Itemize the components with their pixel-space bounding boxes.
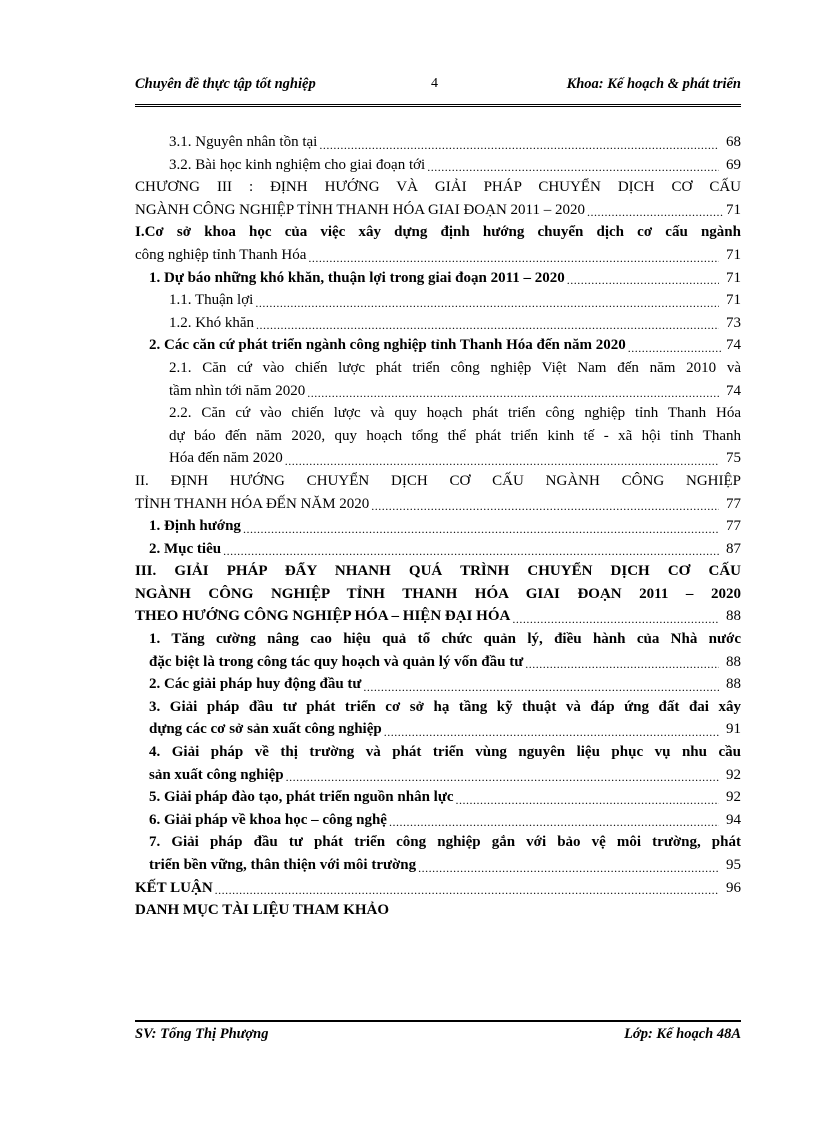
toc-entry[interactable] <box>135 809 741 832</box>
toc-entry-title: 5. Giải pháp đào tạo, phát triển nguồn nhân lực <box>149 789 454 806</box>
toc-entry-title: Hóa đến năm 2020 <box>169 450 283 467</box>
toc-entry[interactable] <box>135 176 741 221</box>
footer-rule <box>135 1020 741 1022</box>
toc-leader <box>363 678 719 696</box>
toc-entry-title-line: I.Cơ sở khoa học của việc xây dựng định hướng chuyển dịch cơ cấu ngành <box>135 224 741 241</box>
header-rule <box>135 104 741 107</box>
footer-class: Lớp: Kế hoạch 48A <box>624 1026 741 1042</box>
page-header <box>135 76 741 98</box>
toc-leader <box>286 768 719 786</box>
toc-entry-title: đặc biệt là trong công tác quy hoạch và quản lý vốn đầu tư <box>149 653 524 670</box>
toc-leader <box>223 542 719 560</box>
toc-leader <box>307 384 719 402</box>
toc-entry-page: 68 <box>726 134 741 150</box>
toc-entry[interactable] <box>135 289 741 312</box>
header-faculty: Khoa: Kế hoạch & phát triển <box>566 76 741 92</box>
toc-entry-title: 2. Các căn cứ phát triển ngành công nghiệp tỉnh Thanh Hóa đến năm 2020 <box>149 337 626 354</box>
toc-entry-title: công nghiệp tỉnh Thanh Hóa <box>135 246 307 263</box>
toc-entry-title-line: NGÀNH CÔNG NGHIỆP TỈNH THANH HÓA GIAI ĐOẠN 2011 – 2020 <box>135 585 741 602</box>
toc-leader <box>371 497 719 515</box>
toc-entry[interactable] <box>135 515 741 538</box>
toc-leader <box>587 203 723 221</box>
toc-entry-title: NGÀNH CÔNG NGHIỆP TỈNH THANH HÓA GIAI ĐOẠN 2011 – 2020 <box>135 201 585 218</box>
toc-entry-page: 92 <box>726 766 741 783</box>
toc-leader <box>285 452 719 470</box>
toc-entry-page: 73 <box>726 314 741 331</box>
toc-entry-page: 77 <box>726 495 741 512</box>
toc-entry-title: 1.1. Thuận lợi <box>169 292 254 309</box>
table-of-contents <box>135 131 741 922</box>
toc-entry-page: 88 <box>726 608 741 625</box>
toc-entry-title: 3.2. Bài học kinh nghiệm cho giai đoạn tới <box>169 156 426 173</box>
toc-entry-title-line: 7. Giải pháp đầu tư phát triển công nghiệp gắn với bảo vệ môi trường, phát <box>149 834 741 851</box>
toc-entry-title: DANH MỤC TÀI LIỆU THAM KHẢO <box>135 902 390 919</box>
toc-entry-title: 6. Giải pháp về khoa học – công nghệ <box>149 811 387 828</box>
toc-entry-title-line: III. GIẢI PHÁP ĐẨY NHANH QUÁ TRÌNH CHUYỂN DỊCH CƠ CẤU <box>135 563 741 580</box>
toc-entry-title-line: 3. Giải pháp đầu tư phát triển cơ sở hạ tầng kỹ thuật và đáp ứng đất đai xây <box>149 698 741 715</box>
toc-entry-title-line: CHƯƠNG III : ĐỊNH HƯỚNG VÀ GIẢI PHÁP CHUYỂN DỊCH CƠ CẤU <box>135 179 741 196</box>
toc-entry-title-line: 2.2. Căn cứ vào chiến lược và quy hoạch phát triển công nghiệp tỉnh Thanh Hóa <box>169 405 741 422</box>
toc-entry-page: 95 <box>726 857 741 873</box>
toc-leader <box>389 813 719 831</box>
toc-entry[interactable] <box>135 696 741 741</box>
toc-leader <box>427 158 719 176</box>
toc-entry-page: 87 <box>726 540 741 557</box>
toc-entry-page: 96 <box>726 879 741 896</box>
toc-entry[interactable] <box>135 357 741 402</box>
toc-entry-title-line: 4. Giải pháp về thị trường và phát triển vùng nguyên liệu phục vụ nhu cầu <box>149 744 741 761</box>
toc-leader <box>308 249 719 267</box>
toc-leader <box>456 791 720 809</box>
toc-entry-title: sản xuất công nghiệp <box>149 766 284 783</box>
toc-leader <box>215 881 719 899</box>
toc-entry-page: 71 <box>726 201 741 218</box>
toc-entry[interactable] <box>135 831 741 876</box>
toc-entry[interactable] <box>135 131 741 154</box>
toc-leader <box>567 271 719 289</box>
toc-entry[interactable] <box>135 538 741 561</box>
toc-entry-page: 91 <box>726 721 741 738</box>
toc-leader <box>256 316 719 334</box>
toc-entry[interactable] <box>135 628 741 673</box>
toc-leader <box>628 339 723 357</box>
page-footer <box>135 1026 741 1048</box>
toc-entry-title: 1.2. Khó khăn <box>169 314 254 331</box>
toc-entry-page: 74 <box>726 337 741 354</box>
toc-entry[interactable] <box>135 154 741 177</box>
toc-leader <box>512 610 719 628</box>
toc-leader <box>319 136 719 154</box>
toc-leader <box>243 520 719 538</box>
toc-entry-title: 1. Dự báo những khó khăn, thuận lợi trong giai đoạn 2011 – 2020 <box>149 269 565 286</box>
toc-leader <box>384 723 719 741</box>
toc-entry[interactable] <box>135 470 741 515</box>
toc-entry[interactable] <box>135 560 741 628</box>
toc-entry-page: 92 <box>726 789 741 806</box>
header-page-number: 4 <box>431 76 438 91</box>
toc-entry-title-line: 2.1. Căn cứ vào chiến lược phát triển công nghiệp Việt Nam đến năm 2010 và <box>169 359 741 376</box>
toc-entry-title-line: dự báo đến năm 2020, quy hoạch tổng thể phát triển kinh tế - xã hội tỉnh Thanh <box>169 427 741 444</box>
toc-leader <box>255 294 719 312</box>
toc-entry-title: 3.1. Nguyên nhân tồn tại <box>169 134 318 150</box>
toc-entry-page: 69 <box>726 156 741 173</box>
toc-entry-title: 2. Các giải pháp huy động đầu tư <box>149 676 362 693</box>
toc-entry-title: tầm nhìn tới năm 2020 <box>169 382 306 399</box>
toc-entry-title: 2. Mục tiêu <box>149 540 222 557</box>
toc-leader <box>525 655 719 673</box>
toc-entry[interactable] <box>135 741 741 786</box>
toc-entry[interactable] <box>135 899 741 922</box>
toc-entry-page: 94 <box>726 811 741 828</box>
toc-entry-page: 71 <box>726 246 741 263</box>
toc-entry-title: dựng các cơ sở sản xuất công nghiệp <box>149 721 382 738</box>
header-document-type: Chuyên đề thực tập tốt nghiệp <box>135 76 316 92</box>
toc-entry[interactable] <box>135 312 741 335</box>
toc-entry-page: 71 <box>726 269 741 286</box>
toc-entry[interactable] <box>135 221 741 266</box>
toc-entry-title: TỈNH THANH HÓA ĐẾN NĂM 2020 <box>135 495 370 512</box>
toc-entry[interactable] <box>135 267 741 290</box>
toc-entry[interactable] <box>135 334 741 357</box>
toc-entry[interactable] <box>135 402 741 470</box>
toc-entry-title: triển bền vững, thân thiện với môi trường <box>149 857 417 873</box>
toc-entry-title-line: 1. Tăng cường nâng cao hiệu quả tổ chức quản lý, điều hành của Nhà nước <box>149 631 741 648</box>
toc-entry-page: 88 <box>726 676 741 693</box>
toc-entry-title: THEO HƯỚNG CÔNG NGHIỆP HÓA – HIỆN ĐẠI HÓA <box>135 608 511 625</box>
toc-entry-page: 74 <box>726 382 741 399</box>
toc-entry-page: 77 <box>726 518 741 535</box>
toc-entry-title-line: II. ĐỊNH HƯỚNG CHUYỂN DỊCH CƠ CẤU NGÀNH CÔNG NGHIỆP <box>135 472 741 489</box>
toc-entry-page: 75 <box>726 450 741 467</box>
toc-leader <box>418 859 719 877</box>
toc-entry-title: KẾT LUẬN <box>135 879 213 896</box>
footer-student-name: SV: Tống Thị Phượng <box>135 1026 269 1042</box>
toc-entry[interactable] <box>135 786 741 809</box>
toc-entry-page: 88 <box>726 653 741 670</box>
toc-entry[interactable] <box>135 673 741 696</box>
toc-entry[interactable] <box>135 877 741 900</box>
toc-entry-title: 1. Định hướng <box>149 518 241 535</box>
toc-entry-page: 71 <box>726 292 741 309</box>
